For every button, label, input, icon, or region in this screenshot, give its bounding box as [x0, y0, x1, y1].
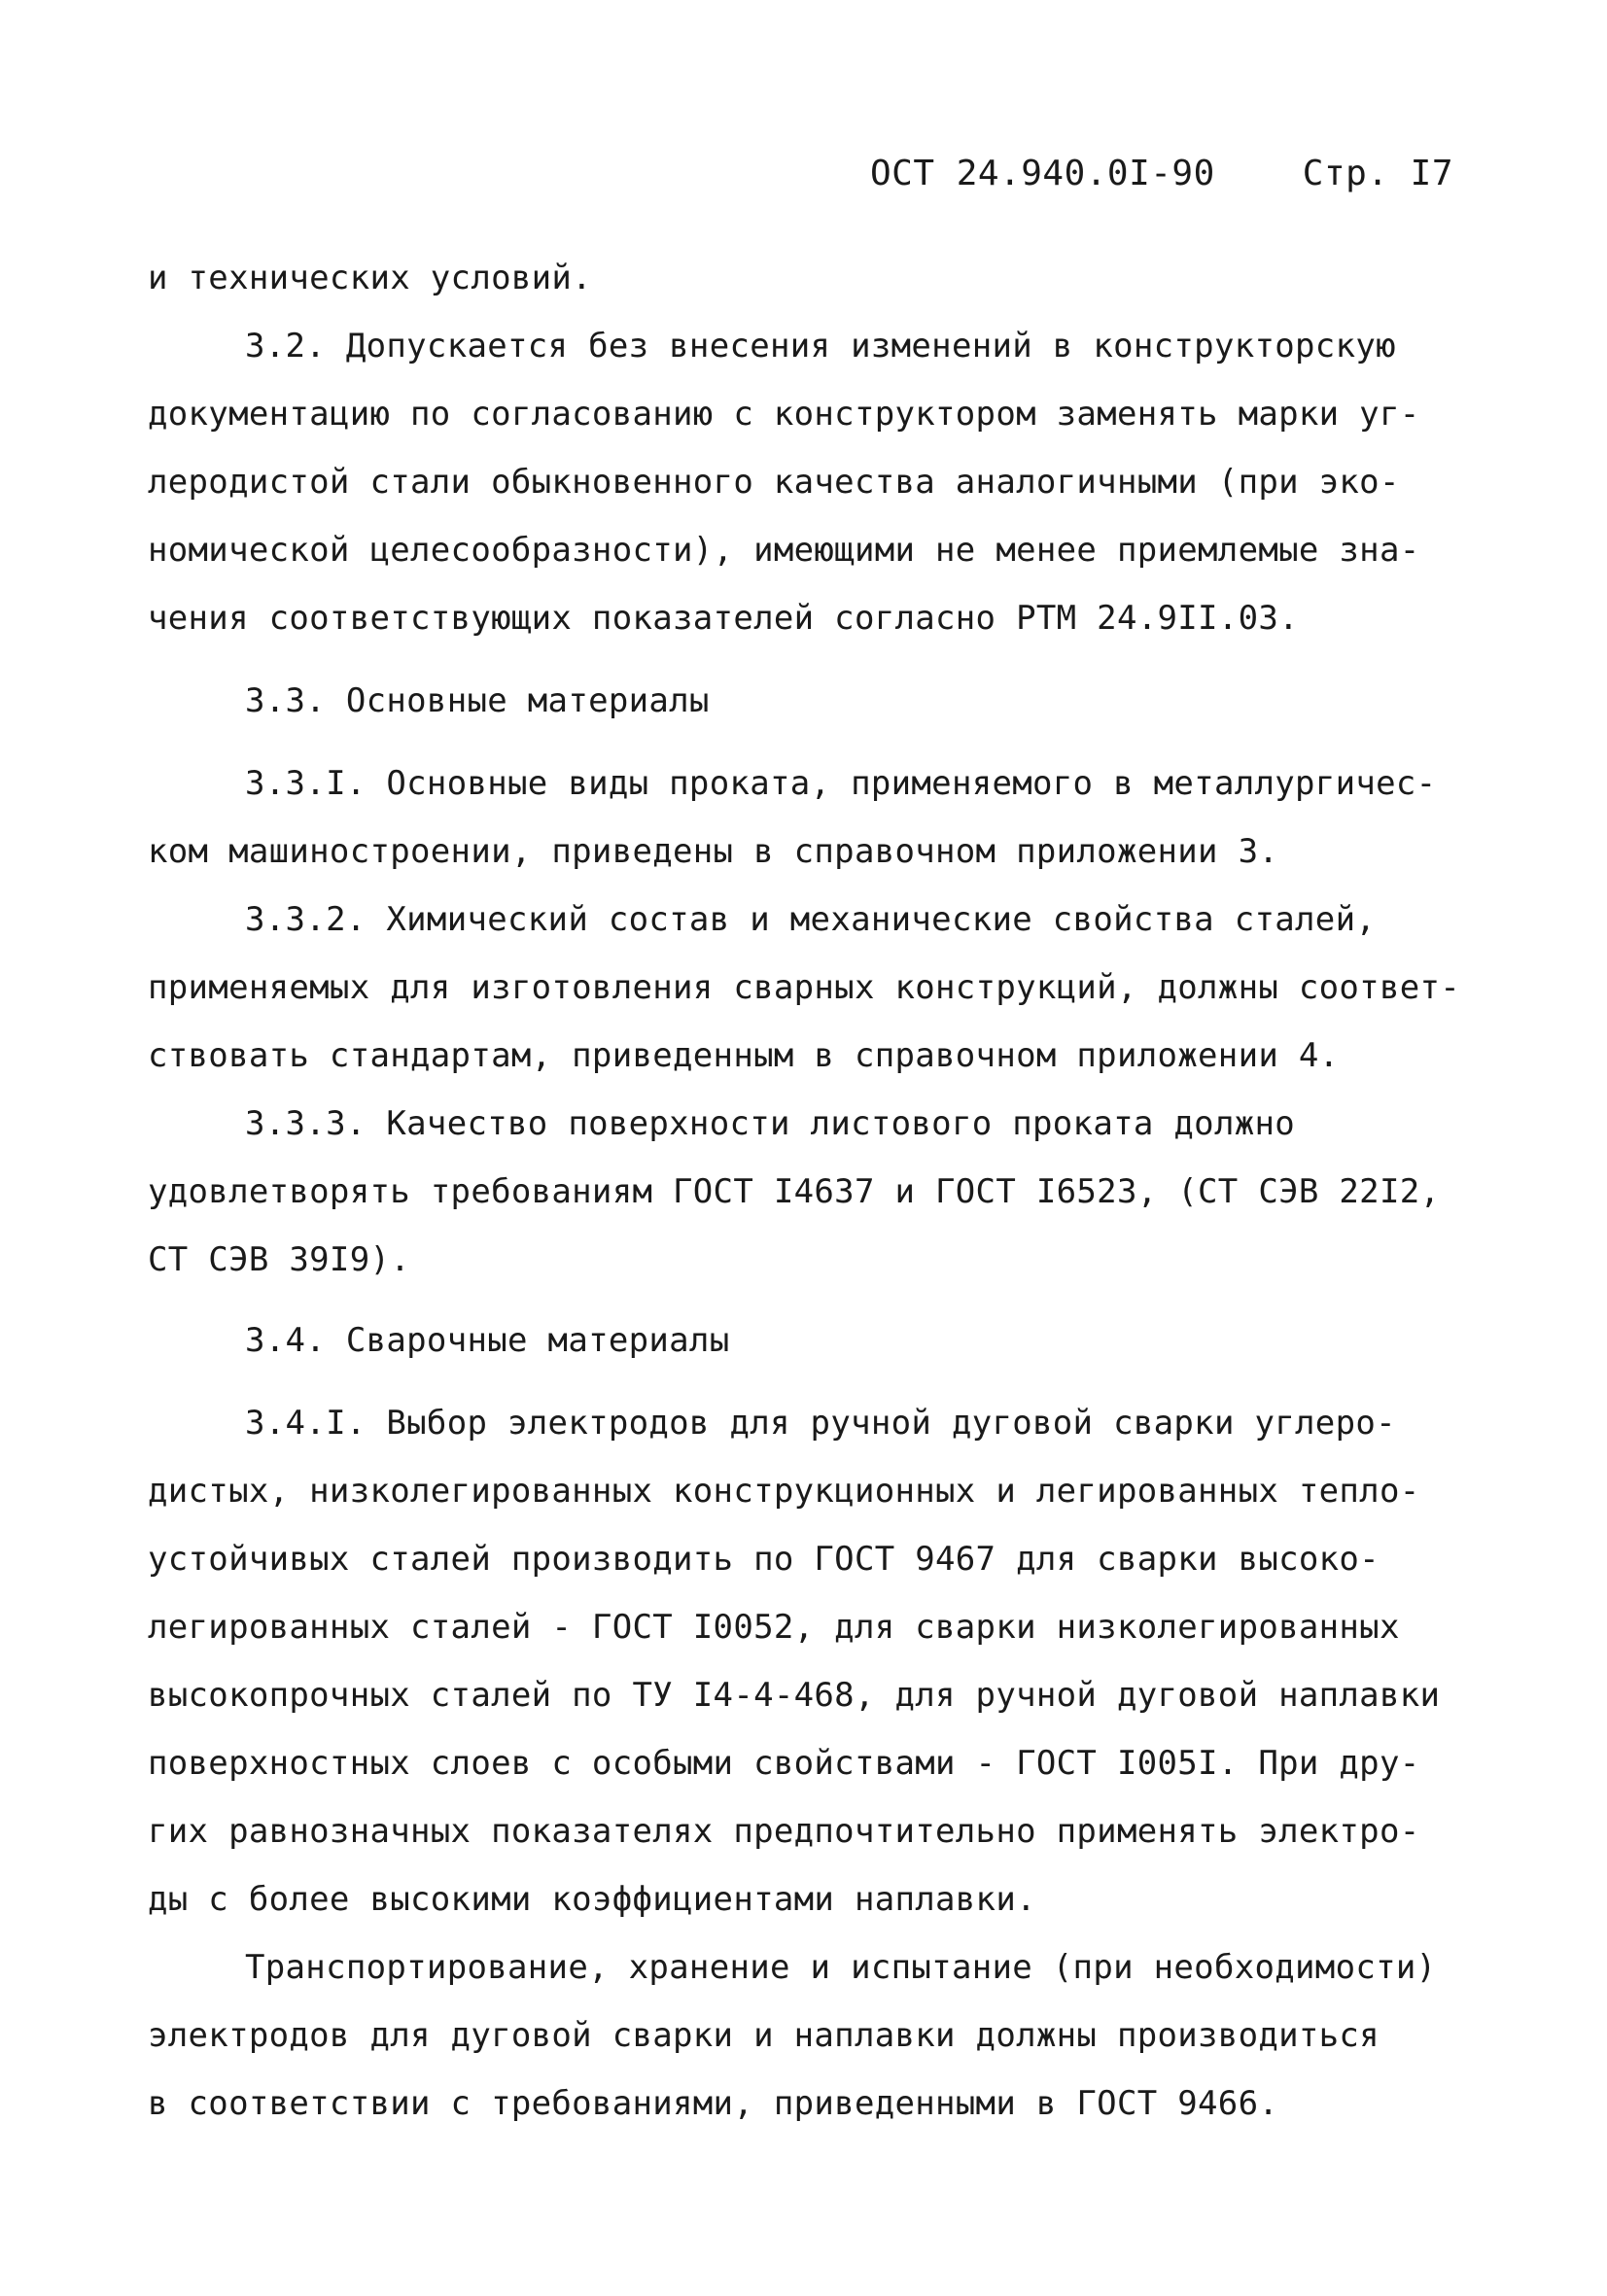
text-line: номической целесообразности), имеющими не менее приемлемые зна- — [148, 531, 1420, 570]
text-line: 3.3.3. Качество поверхности листового проката должно — [245, 1104, 1296, 1143]
text-line: высокопрочных сталей по ТУ I4-4-468, для ручной дуговой наплавки — [148, 1676, 1441, 1715]
text-line: 3.3.I. Основные виды проката, применяемого в металлургичес- — [245, 764, 1437, 803]
section-heading: 3.4. Сварочные материалы — [245, 1321, 730, 1360]
text-line: ды с более высокими коэффициентами наплавки. — [148, 1880, 1036, 1919]
text-line: Транспортирование, хранение и испытание (при необходимости) — [245, 1948, 1437, 1987]
text-line: 3.2. Допускается без внесения изменений в конструкторскую — [245, 327, 1396, 365]
text-line: электродов для дуговой сварки и наплавки должны производиться — [148, 2016, 1380, 2055]
text-line: и технических условий. — [148, 259, 592, 297]
text-line: чения соответствующих показателей согласно РТМ 24.9II.03. — [148, 599, 1299, 638]
section-heading: 3.3. Основные материалы — [245, 681, 710, 720]
text-line: ствовать стандартам, приведенным в справочном приложении 4. — [148, 1036, 1340, 1075]
text-line: 3.4.I. Выбор электродов для ручной дуговой сварки углеро- — [245, 1404, 1396, 1443]
page-number: Стр. I7 — [1302, 154, 1453, 193]
text-line: применяемых для изготовления сварных конструкций, должны соответ- — [148, 968, 1461, 1007]
text-line: поверхностных слоев с особыми свойствами - ГОСТ I005I. При дру- — [148, 1744, 1420, 1783]
text-line: устойчивых сталей производить по ГОСТ 9467 для сварки высоко- — [148, 1540, 1380, 1579]
text-line: гих равнозначных показателях предпочтительно применять электро- — [148, 1812, 1420, 1851]
text-line: ком машиностроении, приведены в справочном приложении 3. — [148, 832, 1279, 871]
page-header — [870, 154, 1453, 204]
document-code: ОСТ 24.940.0I-90 — [870, 154, 1215, 193]
text-line: 3.3.2. Химический состав и механические свойства сталей, — [245, 900, 1377, 939]
text-line: дистых, низколегированных конструкционных и легированных тепло- — [148, 1472, 1420, 1511]
text-line: документацию по согласованию с конструктором заменять марки уг- — [148, 395, 1420, 434]
text-line: удовлетворять требованиям ГОСТ I4637 и ГОСТ I6523, (СТ СЭВ 22I2, — [148, 1172, 1441, 1211]
text-line: СТ СЭВ 39I9). — [148, 1240, 411, 1279]
text-line: легированных сталей - ГОСТ I0052, для сварки низколегированных — [148, 1608, 1400, 1647]
text-line: леродистой стали обыкновенного качества аналогичными (при эко- — [148, 463, 1400, 502]
text-line: в соответствии с требованиями, приведенными в ГОСТ 9466. — [148, 2084, 1279, 2123]
